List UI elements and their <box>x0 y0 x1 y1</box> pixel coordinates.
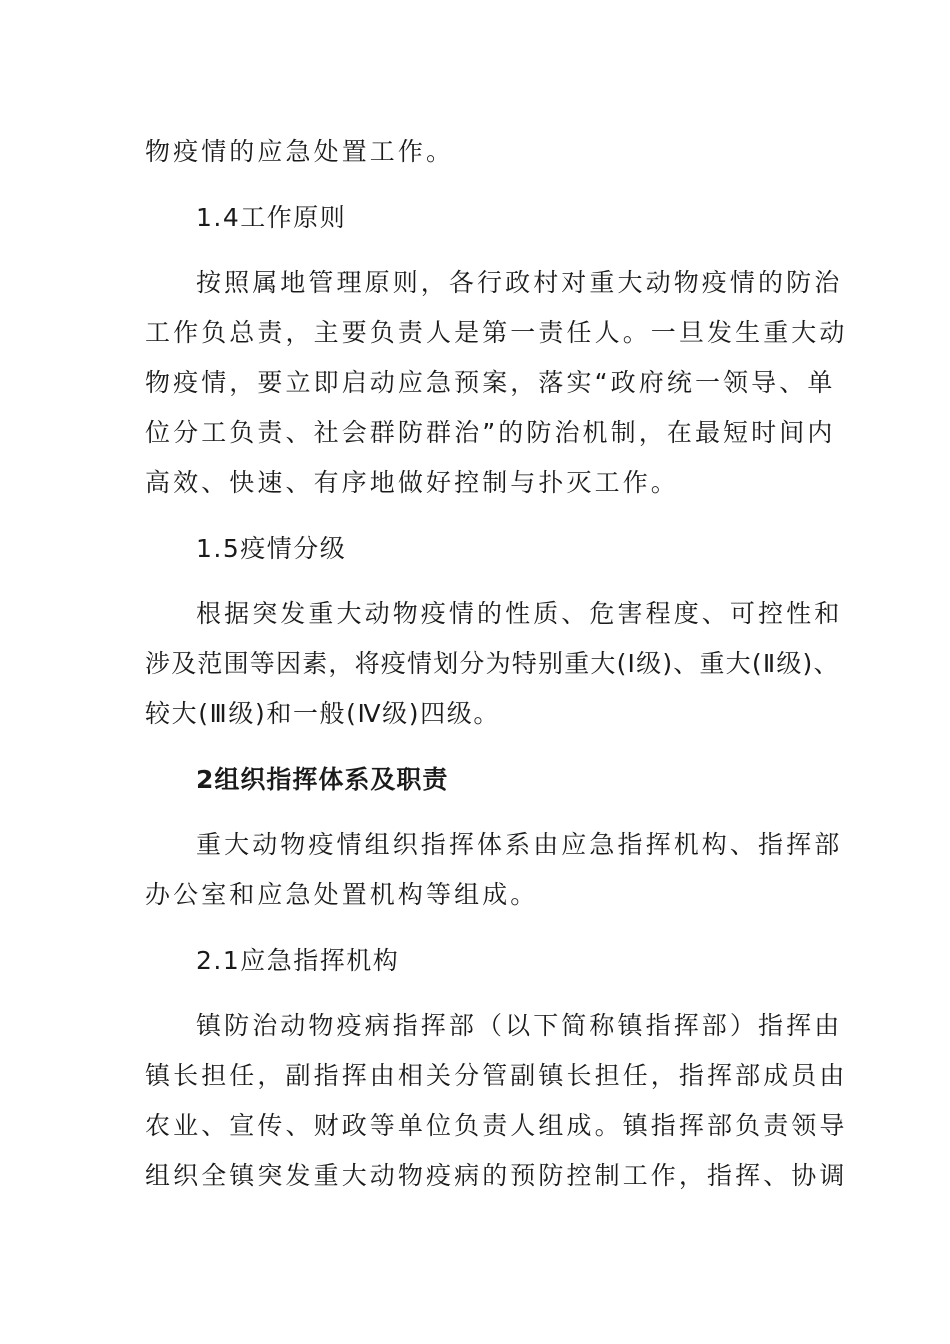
paragraph-line: 组织全镇突发重大动物疫病的预防控制工作，指挥、协调 <box>145 1161 848 1190</box>
paragraph-line: 镇防治动物疫病指挥部（以下简称镇指挥部）指挥由 <box>196 1011 843 1040</box>
paragraph-line: 根据突发重大动物疫情的性质、危害程度、可控性和 <box>196 599 843 628</box>
section-heading-2-1: 2.1应急指挥机构 <box>196 946 400 975</box>
paragraph-line: 位分工负责、社会群防群治”的防治机制，在最短时间内 <box>145 418 836 447</box>
section-heading-1-4: 1.4工作原则 <box>196 203 347 232</box>
paragraph-line: 办公室和应急处置机构等组成。 <box>145 880 539 909</box>
paragraph-line: 农业、宣传、财政等单位负责人组成。镇指挥部负责领导 <box>145 1111 848 1140</box>
section-heading-2: 2组织指挥体系及职责 <box>196 765 449 794</box>
continuation-line: 物疫情的应急处置工作。 <box>145 137 455 166</box>
paragraph-line: 物疫情，要立即启动应急预案，落实“政府统一领导、单 <box>145 368 836 397</box>
paragraph-line: 工作负总责，主要负责人是第一责任人。一旦发生重大动 <box>145 318 848 347</box>
paragraph-line: 高效、快速、有序地做好控制与扑灭工作。 <box>145 468 679 497</box>
paragraph-line: 按照属地管理原则，各行政村对重大动物疫情的防治 <box>196 268 843 297</box>
paragraph-line: 较大(Ⅲ级)和一般(Ⅳ级)四级。 <box>145 699 500 728</box>
paragraph-line: 涉及范围等因素，将疫情划分为特别重大(I级)、重大(Ⅱ级)、 <box>145 649 840 678</box>
section-heading-1-5: 1.5疫情分级 <box>196 534 347 563</box>
paragraph-line: 镇长担任，副指挥由相关分管副镇长担任，指挥部成员由 <box>145 1061 848 1090</box>
paragraph-line: 重大动物疫情组织指挥体系由应急指挥机构、指挥部 <box>196 830 843 859</box>
